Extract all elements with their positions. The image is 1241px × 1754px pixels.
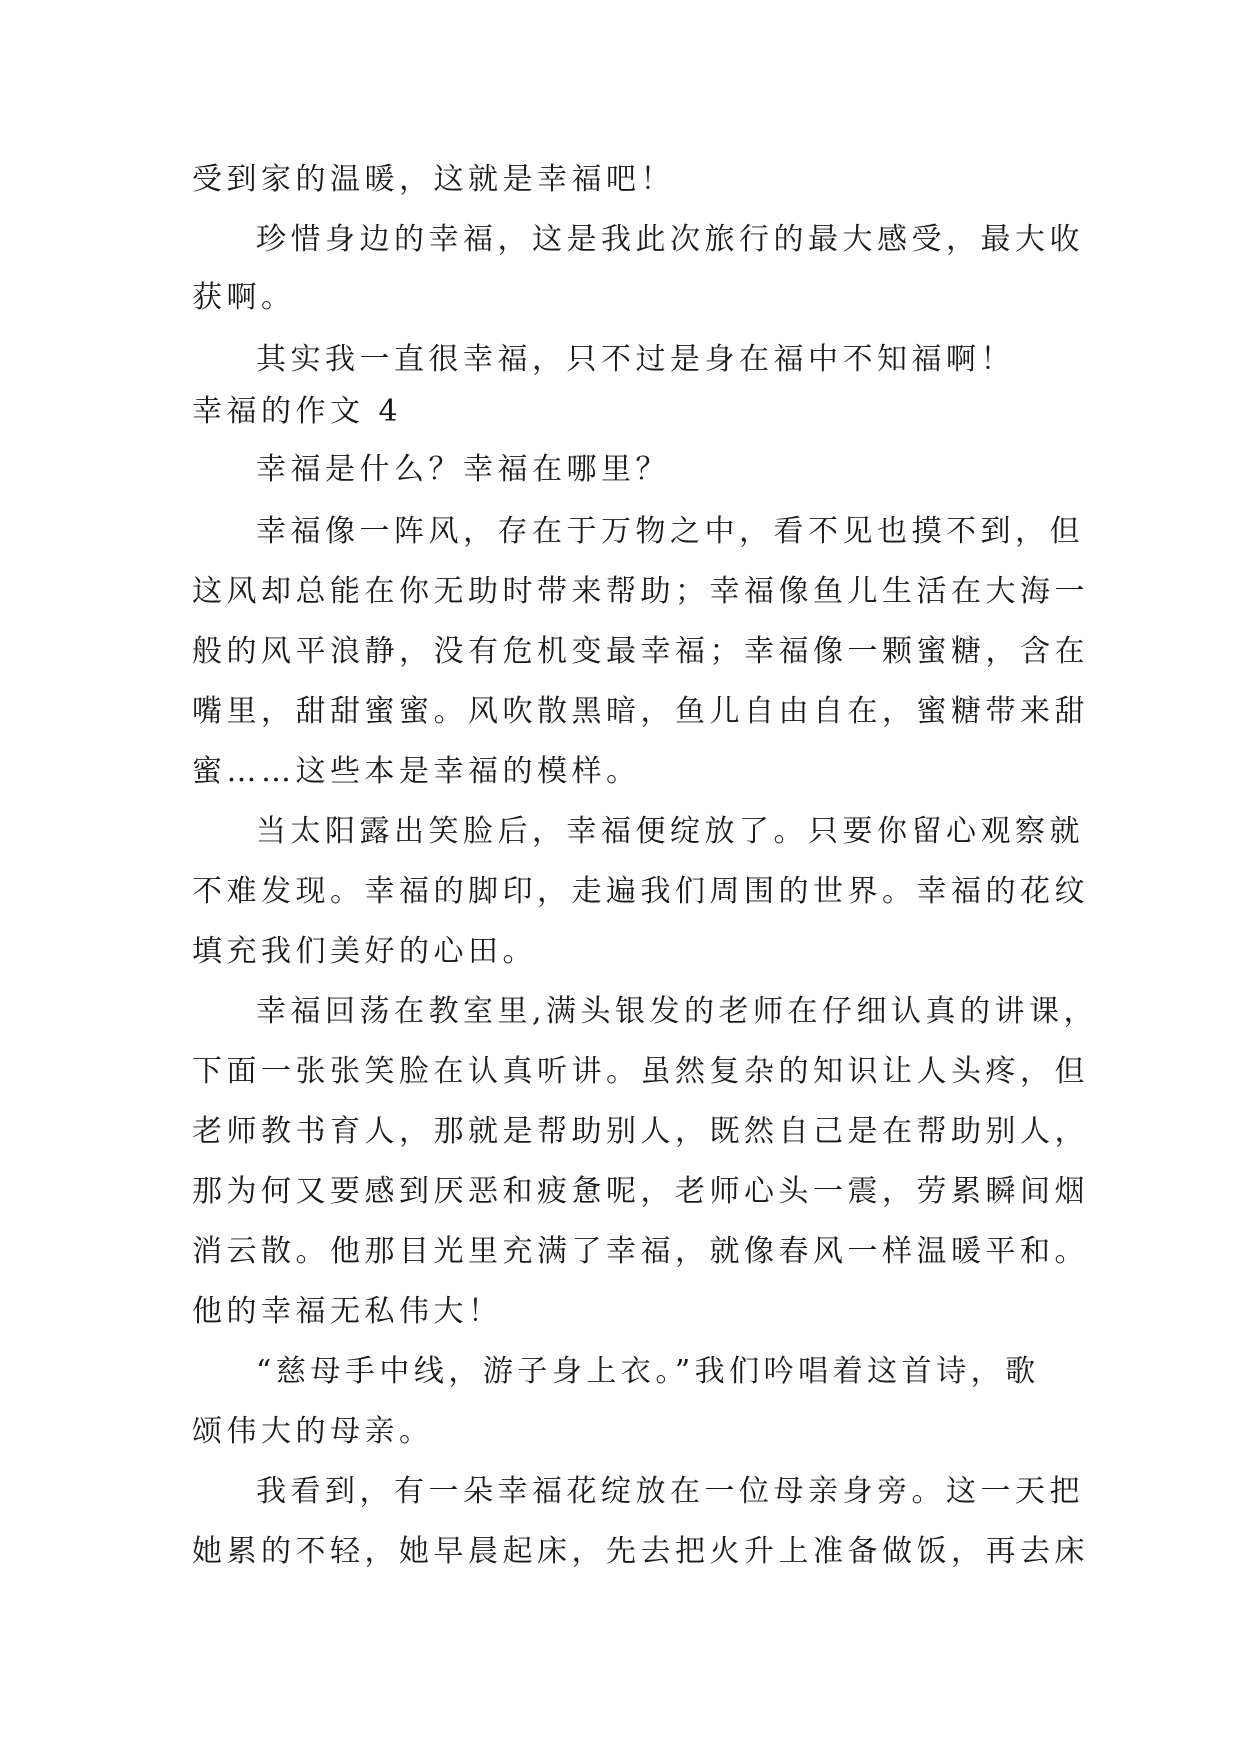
paragraph-line: 老师教书育人，那就是帮助别人，既然自己是在帮助别人，	[192, 1114, 1089, 1149]
paragraph-line: 珍惜身边的幸福，这是我此次旅行的最大感受，最大收	[256, 222, 1084, 257]
paragraph-line: 般的风平浪静，没有危机变最幸福；幸福像一颗蜜糖，含在	[192, 634, 1089, 669]
paragraph-line: 不难发现。幸福的脚印，走遍我们周围的世界。幸福的花纹	[192, 874, 1089, 909]
paragraph-line: 其实我一直很幸福，只不过是身在福中不知福啊！	[256, 342, 1015, 377]
paragraph-line: 蜜……这些本是幸福的模样。	[192, 754, 641, 789]
paragraph-line: 当太阳露出笑脸后，幸福便绽放了。只要你留心观察就	[256, 814, 1084, 849]
paragraph-line: “慈母手中线，游子身上衣。”我们吟唱着这首诗，歌	[256, 1354, 1040, 1389]
paragraph-line: 幸福回荡在教室里,满头银发的老师在仔细认真的讲课，	[256, 994, 1099, 1029]
paragraph-line: 这风却总能在你无助时带来帮助；幸福像鱼儿生活在大海一	[192, 574, 1089, 609]
paragraph-line: 获啊。	[192, 280, 296, 315]
section-heading: 幸福的作文 4	[192, 394, 403, 429]
paragraph-line: 填充我们美好的心田。	[192, 934, 537, 969]
paragraph-line: 幸福是什么？幸福在哪里？	[256, 452, 670, 487]
paragraph-line: 幸福像一阵风，存在于万物之中，看不见也摸不到，但	[256, 514, 1084, 549]
paragraph-line: 消云散。他那目光里充满了幸福，就像春风一样温暖平和。	[192, 1234, 1089, 1269]
paragraph-line: 受到家的温暖，这就是幸福吧！	[192, 162, 675, 197]
paragraph-line: 嘴里，甜甜蜜蜜。风吹散黑暗，鱼儿自由自在，蜜糖带来甜	[192, 694, 1089, 729]
paragraph-line: 她累的不轻，她早晨起床，先去把火升上准备做饭，再去床	[192, 1534, 1089, 1569]
paragraph-line: 他的幸福无私伟大！	[192, 1294, 503, 1329]
paragraph-line: 颂伟大的母亲。	[192, 1414, 434, 1449]
paragraph-line: 我看到，有一朵幸福花绽放在一位母亲身旁。这一天把	[256, 1474, 1084, 1509]
paragraph-line: 那为何又要感到厌恶和疲惫呢，老师心头一震，劳累瞬间烟	[192, 1174, 1089, 1209]
paragraph-line: 下面一张张笑脸在认真听讲。虽然复杂的知识让人头疼，但	[192, 1054, 1089, 1089]
